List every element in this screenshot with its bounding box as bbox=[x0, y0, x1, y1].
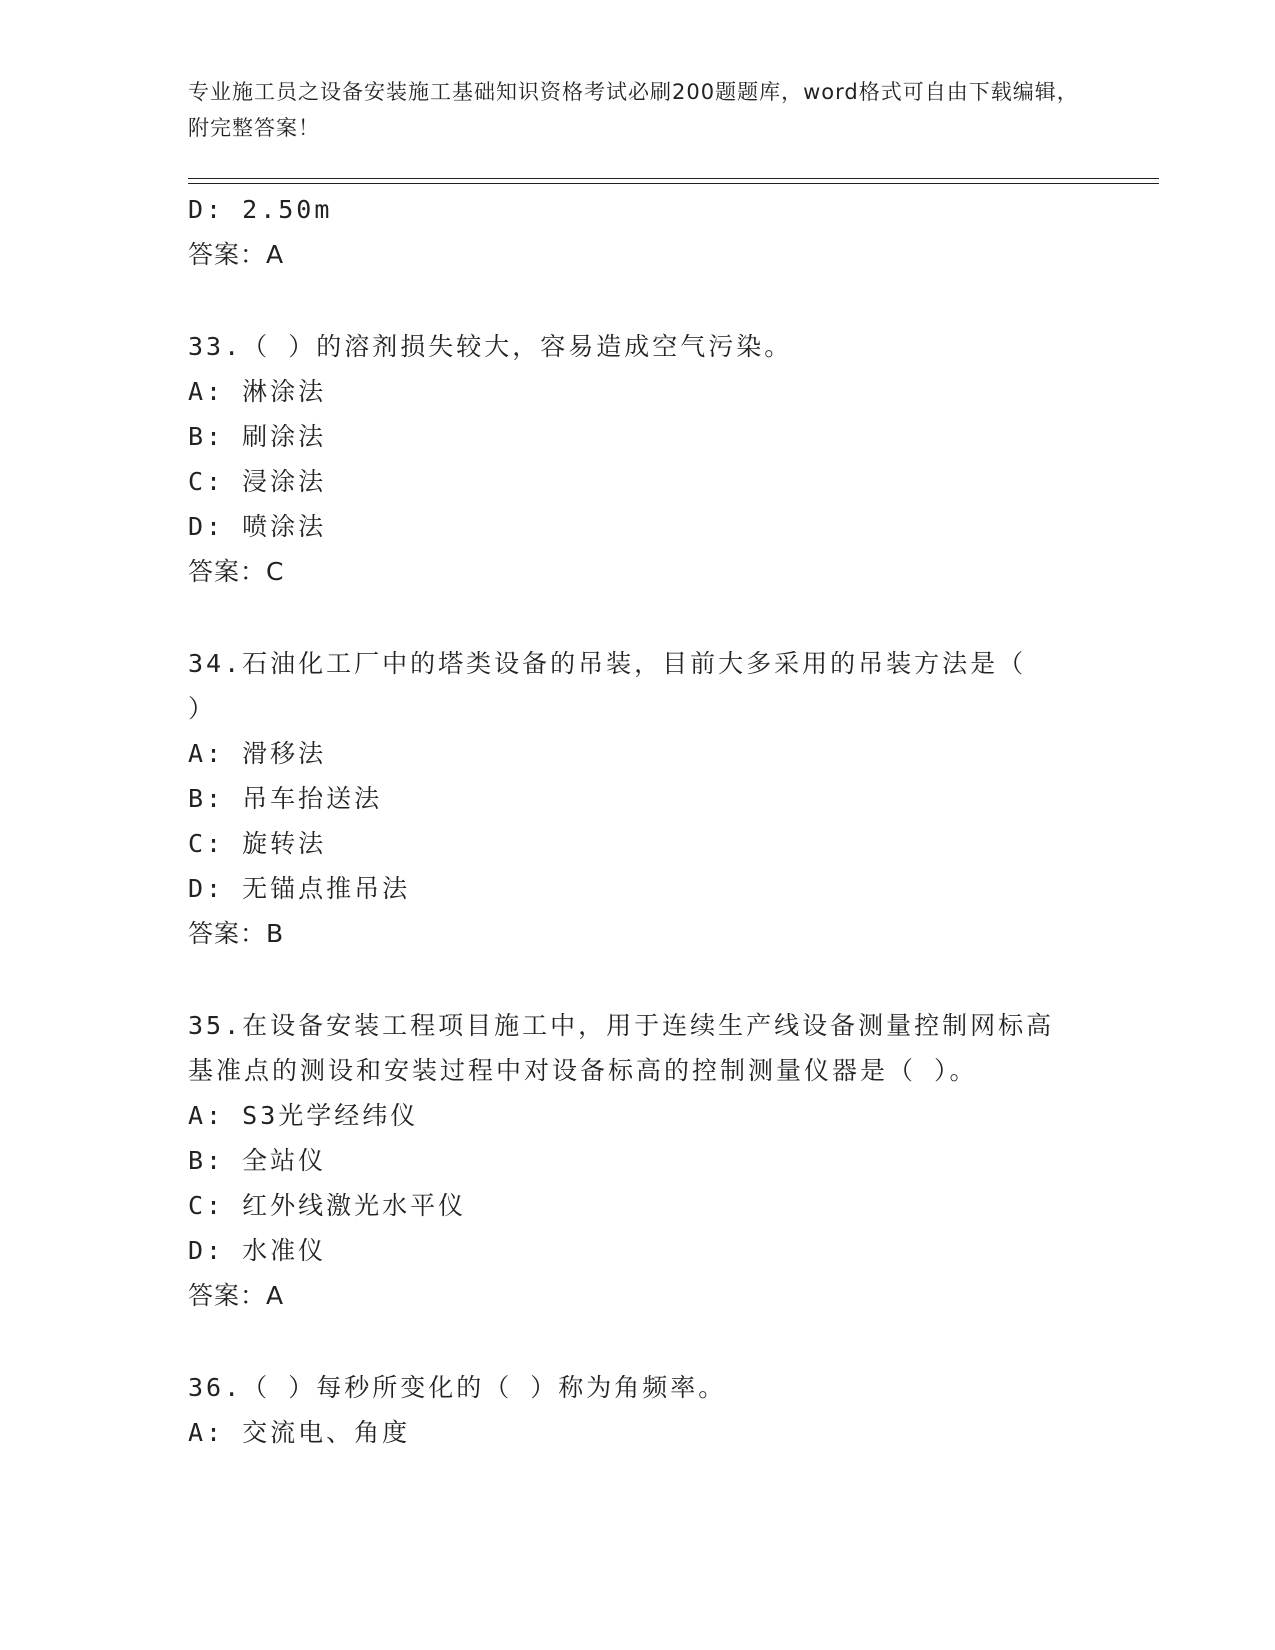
question-34-answer: 答案：B bbox=[188, 919, 285, 948]
header-divider-top bbox=[188, 178, 1159, 179]
question-34-option-d: D: 无锚点推吊法 bbox=[188, 874, 411, 903]
document-header: 专业施工员之设备安装施工基础知识资格考试必刷200题题库，word格式可自由下载编辑，附完整答案！ bbox=[188, 80, 1079, 140]
question-35-stem-line-2: 基准点的测设和安装过程中对设备标高的控制测量仪器是（ ）。 bbox=[188, 1056, 978, 1085]
question-33-answer: 答案：C bbox=[188, 557, 285, 586]
question-34-stem-line-2: ） bbox=[188, 694, 217, 723]
header-divider-bottom bbox=[188, 183, 1159, 184]
question-34-option-b: B: 吊车抬送法 bbox=[188, 784, 383, 813]
question-35-option-b: B: 全站仪 bbox=[188, 1146, 327, 1175]
question-36-option-a: A: 交流电、角度 bbox=[188, 1418, 411, 1447]
question-35-option-a: A: S3光学经纬仪 bbox=[188, 1101, 419, 1130]
question-34-option-a: A: 滑移法 bbox=[188, 739, 327, 768]
question-33-option-b: B: 刷涂法 bbox=[188, 422, 327, 451]
question-36-stem: 36.（ ）每秒所变化的（ ）称为角频率。 bbox=[188, 1373, 727, 1402]
question-33-option-d: D: 喷涂法 bbox=[188, 512, 327, 541]
question-33-stem: 33.（ ）的溶剂损失较大，容易造成空气污染。 bbox=[188, 332, 793, 361]
question-33-option-c: C: 浸涂法 bbox=[188, 467, 327, 496]
option-d-carryover: D: 2.50m bbox=[188, 195, 333, 224]
question-35-option-c: C: 红外线激光水平仪 bbox=[188, 1191, 467, 1220]
question-35-option-d: D: 水准仪 bbox=[188, 1236, 327, 1265]
question-34-stem-line-1: 34.石油化工厂中的塔类设备的吊装，目前大多采用的吊装方法是（ bbox=[188, 649, 1027, 678]
question-35-stem-line-1: 35.在设备安装工程项目施工中，用于连续生产线设备测量控制网标高 bbox=[188, 1011, 1055, 1040]
question-35-answer: 答案：A bbox=[188, 1281, 285, 1310]
answer-carryover: 答案：A bbox=[188, 240, 285, 269]
question-33-option-a: A: 淋涂法 bbox=[188, 377, 327, 406]
question-34-option-c: C: 旋转法 bbox=[188, 829, 327, 858]
